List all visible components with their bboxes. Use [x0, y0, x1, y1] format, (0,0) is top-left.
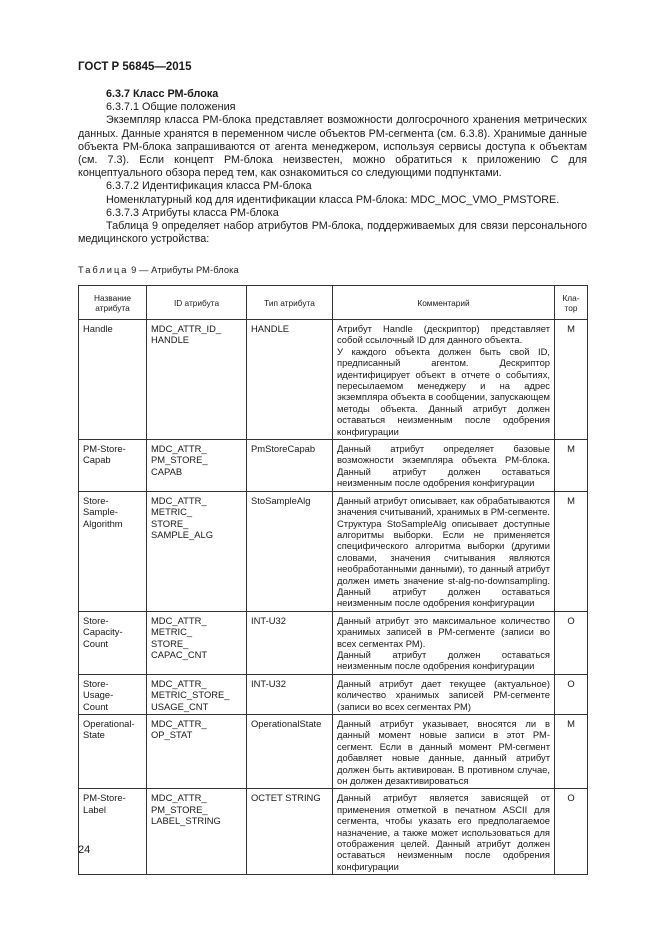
- table-caption: [78, 265, 239, 275]
- header-attribute-id: ID атрибута: [147, 286, 247, 320]
- header-attribute-name: Название атрибута: [79, 286, 147, 320]
- header-qualifier: Кла-тор: [555, 286, 588, 320]
- table-row: [79, 715, 588, 789]
- cell-qualifier: M: [555, 715, 588, 789]
- cell-attribute-id: MDC_ATTR_ OP_STAT: [147, 715, 247, 789]
- cell-qualifier: O: [555, 789, 588, 875]
- cell-attribute-name: Handle: [79, 320, 147, 440]
- attributes-table: [78, 285, 588, 875]
- cell-attribute-id: MDC_ATTR_ID_ HANDLE: [147, 320, 247, 440]
- cell-attribute-id: MDC_ATTR_ METRIC_ STORE_ CAPAC_CNT: [147, 611, 247, 674]
- section-body: [78, 88, 587, 246]
- cell-attribute-name: PM-Store- Label: [79, 789, 147, 875]
- cell-attribute-id: MDC_ATTR_ PM_STORE_ CAPAB: [147, 440, 247, 492]
- cell-attribute-id: MDC_ATTR_ PM_STORE_ LABEL_STRING: [147, 789, 247, 875]
- cell-attribute-type: HANDLE: [247, 320, 333, 440]
- cell-qualifier: O: [555, 611, 588, 674]
- cell-attribute-name: Store- Usage- Count: [79, 674, 147, 714]
- cell-qualifier: O: [555, 674, 588, 714]
- cell-attribute-name: Store- Capacity- Count: [79, 611, 147, 674]
- cell-attribute-name: Operational- State: [79, 715, 147, 789]
- cell-qualifier: M: [555, 320, 588, 440]
- header-attribute-type: Тип атрибута: [247, 286, 333, 320]
- table-caption-label: Таблица: [78, 265, 129, 275]
- subsection-title-identification: 6.3.7.2 Идентификация класса РМ-блока: [106, 180, 312, 193]
- cell-comment: Данный атрибут описывает, как обрабатываются значения считываний, хранимых в РМ-сегменте. Структура StoSampleAlg описывает доступные алгоритмы выборки. Если не применяется специфического алгоритма выборки (другими словами, значения считывания являются необработанными данными), то данный атрибут должен иметь значение st-alg-no-downsampling. Данный атрибут должен оставаться неизменным после одобрения конфигурации: [333, 491, 555, 611]
- cell-comment: Атрибут Handle (дескриптор) представляет собой ссылочный ID для данного объекта. У каждого объекта должен быть свой ID, предписанный агентом. Дескриптор идентифицирует объект в отчете о событиях, пересылаемом менеджеру и на адрес экземпляра объекта в сообщении, запускающем методы объекта. Данный атрибут должен оставаться неизменным после одобрения конфигурации: [333, 320, 555, 440]
- paragraph-identification: Номенклатурный код для идентификации класса РМ-блока: MDC_MOC_VMO_PMSTORE.: [106, 193, 560, 206]
- cell-attribute-id: MDC_ATTR_ METRIC_STORE_ USAGE_CNT: [147, 674, 247, 714]
- table-caption-title: 9 — Атрибуты РМ-блока: [128, 265, 239, 275]
- table-row: [79, 320, 588, 440]
- table-row: [79, 491, 588, 611]
- cell-attribute-type: PmStoreCapab: [247, 440, 333, 492]
- cell-attribute-name: Store- Sample- Algorithm: [79, 491, 147, 611]
- table-row: [79, 789, 588, 875]
- cell-attribute-type: INT-U32: [247, 611, 333, 674]
- table-row: [79, 674, 588, 714]
- cell-attribute-type: StoSampleAlg: [247, 491, 333, 611]
- cell-comment: Данный атрибут дает текущее (актуальное) количество хранимых записей РМ-сегменте (записи во всех сегментах РМ): [333, 674, 555, 714]
- subsection-title-attributes: 6.3.7.3 Атрибуты класса РМ-блока: [106, 206, 279, 219]
- cell-qualifier: M: [555, 440, 588, 492]
- table-row: [79, 611, 588, 674]
- cell-attribute-type: OperationalState: [247, 715, 333, 789]
- paragraph-general: Экземпляр класса РМ-блока представляет возможности долгосрочного хранения метрических данных. Данные хранятся в переменном числе объектов РМ-сегмента (см. 6.3.8). Хранимые данные объекта РМ-блока запрашиваются от агента менеджером, используя сервисы доступа к объектам (см. 7.3). Если концепт РМ-блока неизвестен, можно обратиться к приложению С для концептуального обзора перед тем, как ознакомиться со следующими подпунктами.: [78, 114, 587, 180]
- document-header: ГОСТ Р 56845—2015: [78, 61, 192, 73]
- cell-attribute-id: MDC_ATTR_ METRIC_ STORE_ SAMPLE_ALG: [147, 491, 247, 611]
- subsection-title-general: 6.3.7.1 Общие положения: [106, 101, 236, 114]
- cell-comment: Данный атрибут это максимальное количество хранимых записей в РМ-сегменте (записи во всех сегментах РМ). Данный атрибут должен оставаться неизменным после одобрения конфигурации: [333, 611, 555, 674]
- page-number: 24: [78, 844, 91, 856]
- cell-comment: Данный атрибут определяет базовые возможности экземпляра объекта РМ-блока. Данный атрибут должен оставаться неизменным после одобрения конфигурации: [333, 440, 555, 492]
- paragraph-attributes: Таблица 9 определяет набор атрибутов РМ-блока, поддерживаемых для связи персонального медицинского устройства:: [78, 220, 587, 246]
- cell-comment: Данный атрибут является зависящей от применения отметкой в печатном ASCII для сегмента, чтобы указать его предполагаемое назначение, а также может использоваться для отображения целей. Данный атрибут должен оставаться неизменным после одобрения конфигурации: [333, 789, 555, 875]
- cell-comment: Данный атрибут указывает, вносятся ли в данный момент новые записи в этот РМ-сегмент. Если в данный момент РМ-сегмент добавляет новые данные, данный атрибут должен быть активирован. В противном случае, он должен дезактивироваться: [333, 715, 555, 789]
- cell-attribute-type: OCTET STRING: [247, 789, 333, 875]
- cell-attribute-name: PM-Store- Capab: [79, 440, 147, 492]
- header-comment: Комментарий: [333, 286, 555, 320]
- cell-attribute-type: INT-U32: [247, 674, 333, 714]
- cell-qualifier: M: [555, 491, 588, 611]
- section-heading: 6.3.7 Класс РМ-блока: [106, 88, 219, 100]
- table-row: [79, 440, 588, 492]
- table-header-row: [79, 286, 588, 320]
